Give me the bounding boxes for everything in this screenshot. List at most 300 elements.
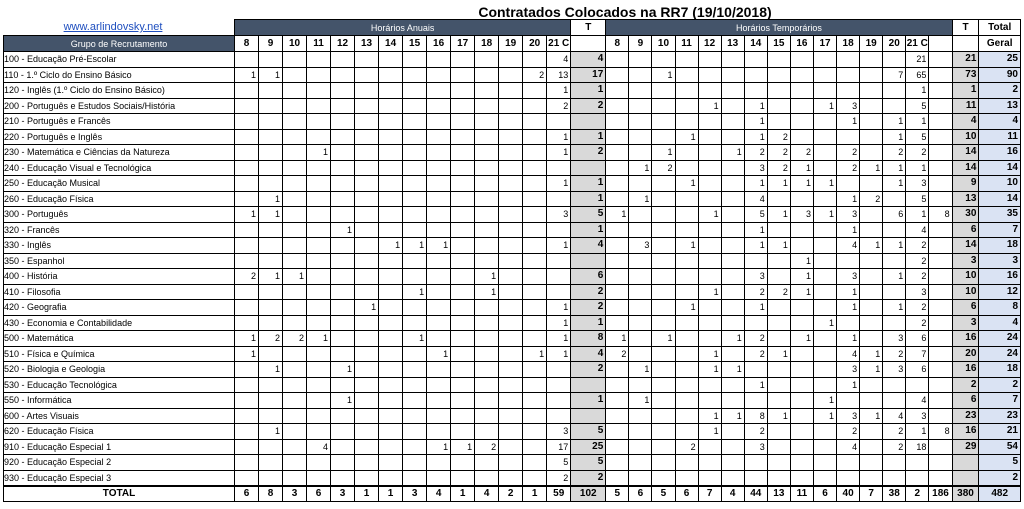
anuais-total-cell: 1 [571, 393, 606, 409]
anuais-value-cell [259, 98, 283, 114]
anuais-value-cell [379, 83, 403, 99]
temporarios-value-cell [606, 470, 629, 486]
anuais-value-cell [259, 160, 283, 176]
anuais-value-cell: 4 [307, 439, 331, 455]
anuais-value-cell [283, 377, 307, 393]
anuais-value-cell [379, 408, 403, 424]
anuais-value-cell [499, 408, 523, 424]
anuais-value-cell [451, 362, 475, 378]
temporarios-value-cell [675, 269, 698, 285]
temporarios-value-cell: 2 [606, 346, 629, 362]
temporarios-value-cell [767, 253, 790, 269]
temporarios-value-cell [860, 83, 883, 99]
anuais-value-cell [234, 424, 258, 440]
anuais-total-cell: 5 [571, 207, 606, 223]
temporarios-value-cell: 1 [629, 362, 652, 378]
anuais-value-cell [331, 129, 355, 145]
anuais-value-cell [355, 207, 379, 223]
anuais-value-cell [475, 191, 499, 207]
temporarios-value-cell: 1 [883, 269, 906, 285]
anuais-value-cell [379, 129, 403, 145]
anuais-value-cell [499, 331, 523, 347]
anuais-value-cell [307, 393, 331, 409]
anuais-value-cell [355, 52, 379, 68]
page-title: Contratados Colocados na RR7 (19/10/2018) [478, 4, 772, 20]
temporarios-value-cell [652, 284, 675, 300]
anuais-total-cell: 5 [571, 424, 606, 440]
anuais-value-cell: 1 [547, 83, 571, 99]
anuais-total-cell: 4 [571, 346, 606, 362]
anuais-value-cell [403, 176, 427, 192]
temporarios-value-cell: 2 [906, 315, 929, 331]
temporarios-value-cell [813, 114, 836, 130]
temporarios-value-cell: 2 [767, 129, 790, 145]
anuais-value-cell [259, 408, 283, 424]
anuais-value-cell [355, 377, 379, 393]
anuais-value-cell: 1 [547, 300, 571, 316]
anuais-value-cell [475, 424, 499, 440]
temporarios-value-cell [606, 315, 629, 331]
anuais-value-cell [427, 424, 451, 440]
anuais-value-cell [427, 284, 451, 300]
anuais-value-cell [355, 362, 379, 378]
anuais-value-cell [307, 191, 331, 207]
group-name-cell: 240 - Educação Visual e Tecnológica [4, 160, 235, 176]
anuais-value-cell [475, 129, 499, 145]
anuais-value-cell [379, 300, 403, 316]
temporarios-value-cell [721, 424, 744, 440]
temporarios-value-cell: 2 [837, 424, 860, 440]
anuais-value-cell: 1 [307, 145, 331, 161]
anuais-value-cell [427, 393, 451, 409]
temporarios-value-cell: 3 [837, 269, 860, 285]
temporarios-total-cell: 2 [952, 377, 979, 393]
temporarios-value-cell: 1 [629, 191, 652, 207]
anuais-value-cell [331, 98, 355, 114]
temporarios-value-cell: 1 [744, 176, 767, 192]
temporarios-value-cell: 2 [883, 145, 906, 161]
temporarios-value-cell: 5 [906, 191, 929, 207]
temporarios-value-cell: 1 [813, 98, 836, 114]
group-name-cell: 600 - Artes Visuais [4, 408, 235, 424]
temporarios-column-total: 6 [675, 486, 698, 502]
anuais-value-cell [307, 207, 331, 223]
temporarios-value-cell [721, 253, 744, 269]
temporarios-value-cell [629, 52, 652, 68]
temporarios-value-cell [652, 346, 675, 362]
temporarios-total-cell: 6 [952, 393, 979, 409]
anuais-t-header: T [571, 20, 606, 36]
grand-total-cell: 13 [979, 98, 1021, 114]
temporarios-value-cell: 1 [860, 160, 883, 176]
temporarios-value-cell [790, 52, 813, 68]
anuais-total-cell: 2 [571, 145, 606, 161]
temporarios-value-cell [606, 439, 629, 455]
temporarios-value-cell [837, 455, 860, 471]
temporarios-value-cell: 1 [790, 176, 813, 192]
temporarios-value-cell [698, 253, 721, 269]
anuais-value-cell [475, 67, 499, 83]
anuais-value-cell [259, 83, 283, 99]
temporarios-value-cell [767, 52, 790, 68]
anuais-total-cell: 1 [571, 315, 606, 331]
table-row [4, 331, 1021, 347]
temporarios-value-cell: 1 [860, 238, 883, 254]
anuais-value-cell [499, 315, 523, 331]
temporarios-value-cell [606, 238, 629, 254]
anuais-hour-header: 18 [475, 36, 499, 52]
temporarios-value-cell [606, 408, 629, 424]
anuais-value-cell [379, 114, 403, 130]
grand-total-cell: 18 [979, 362, 1021, 378]
temporarios-value-cell [721, 176, 744, 192]
anuais-total-cell: 4 [571, 238, 606, 254]
anuais-value-cell [547, 191, 571, 207]
grand-total-cell: 7 [979, 393, 1021, 409]
temporarios-value-cell: 1 [744, 129, 767, 145]
temporarios-value-cell [929, 114, 952, 130]
temporarios-value-cell [860, 377, 883, 393]
anuais-value-cell [403, 315, 427, 331]
anuais-value-cell [234, 284, 258, 300]
temporarios-total-cell: 14 [952, 238, 979, 254]
anuais-total-cell: 1 [571, 176, 606, 192]
anuais-total-cell [571, 114, 606, 130]
anuais-value-cell [451, 145, 475, 161]
temporarios-total-cell: 14 [952, 160, 979, 176]
anuais-total-cell: 4 [571, 52, 606, 68]
anuais-value-cell [427, 129, 451, 145]
anuais-value-cell [427, 145, 451, 161]
temporarios-column-total: 13 [767, 486, 790, 502]
temporarios-value-cell [929, 455, 952, 471]
anuais-value-cell: 1 [403, 284, 427, 300]
anuais-value-cell [427, 331, 451, 347]
anuais-value-cell [307, 176, 331, 192]
anuais-total-cell [571, 377, 606, 393]
temporarios-value-cell: 7 [883, 67, 906, 83]
temporarios-value-cell [767, 300, 790, 316]
grand-total-cell: 35 [979, 207, 1021, 223]
anuais-value-cell [403, 408, 427, 424]
temporarios-value-cell [652, 377, 675, 393]
anuais-value-cell: 13 [547, 67, 571, 83]
anuais-value-cell [451, 67, 475, 83]
temporarios-value-cell: 3 [629, 238, 652, 254]
temporarios-value-cell [652, 207, 675, 223]
temporarios-value-cell [860, 176, 883, 192]
anuais-value-cell [259, 315, 283, 331]
anuais-value-cell [499, 455, 523, 471]
temporarios-value-cell: 3 [837, 98, 860, 114]
anuais-hour-header: 21 C [547, 36, 571, 52]
anuais-value-cell [234, 300, 258, 316]
temporarios-value-cell [929, 160, 952, 176]
temporarios-value-cell [813, 160, 836, 176]
temporarios-column-total: 44 [744, 486, 767, 502]
anuais-value-cell [403, 377, 427, 393]
anuais-value-cell [283, 424, 307, 440]
grand-total-cell: 4 [979, 114, 1021, 130]
anuais-total-cell [571, 160, 606, 176]
anuais-hour-header: 20 [523, 36, 547, 52]
temporarios-value-cell [606, 160, 629, 176]
anuais-value-cell [379, 176, 403, 192]
anuais-value-cell [331, 300, 355, 316]
temporarios-value-cell: 1 [744, 238, 767, 254]
temporarios-value-cell: 2 [744, 346, 767, 362]
temporarios-value-cell [837, 52, 860, 68]
grand-total-cell: 11 [979, 129, 1021, 145]
anuais-value-cell [307, 284, 331, 300]
temporarios-value-cell [860, 145, 883, 161]
temporarios-value-cell [767, 269, 790, 285]
temporarios-value-cell [606, 284, 629, 300]
anuais-value-cell [523, 424, 547, 440]
temporarios-value-cell: 1 [837, 284, 860, 300]
anuais-value-cell [283, 67, 307, 83]
anuais-value-cell [307, 238, 331, 254]
anuais-value-cell [523, 238, 547, 254]
temporarios-value-cell [652, 238, 675, 254]
temporarios-value-cell: 3 [837, 362, 860, 378]
temporarios-value-cell [883, 455, 906, 471]
anuais-value-cell [523, 145, 547, 161]
temporarios-value-cell [675, 145, 698, 161]
temporarios-total-cell: 10 [952, 269, 979, 285]
temporarios-value-cell [860, 52, 883, 68]
anuais-column-total: 1 [355, 486, 379, 502]
anuais-value-cell: 4 [547, 52, 571, 68]
temporarios-value-cell [721, 238, 744, 254]
temporarios-value-cell: 1 [767, 408, 790, 424]
anuais-value-cell [475, 114, 499, 130]
anuais-value-cell [259, 129, 283, 145]
temporarios-total-cell: 20 [952, 346, 979, 362]
anuais-value-cell [379, 393, 403, 409]
temporarios-value-cell: 1 [837, 377, 860, 393]
temporarios-value-cell: 3 [906, 176, 929, 192]
anuais-value-cell: 17 [547, 439, 571, 455]
temporarios-value-cell [675, 253, 698, 269]
anuais-value-cell [475, 377, 499, 393]
anuais-value-cell [355, 315, 379, 331]
anuais-value-cell [331, 439, 355, 455]
anuais-value-cell [259, 238, 283, 254]
anuais-value-cell [259, 377, 283, 393]
temporarios-value-cell [652, 98, 675, 114]
anuais-value-cell [427, 191, 451, 207]
anuais-column-total: 2 [499, 486, 523, 502]
anuais-value-cell [499, 222, 523, 238]
temporarios-value-cell [860, 393, 883, 409]
group-name-cell: 550 - Informática [4, 393, 235, 409]
anuais-value-cell [331, 470, 355, 486]
anuais-value-cell [234, 129, 258, 145]
anuais-value-cell [499, 98, 523, 114]
group-name-cell: 620 - Educação Física [4, 424, 235, 440]
temporarios-value-cell: 2 [883, 346, 906, 362]
group-name-cell: 120 - Inglês (1.º Ciclo do Ensino Básico) [4, 83, 235, 99]
temporarios-value-cell: 1 [606, 331, 629, 347]
temporarios-total-cell: 9 [952, 176, 979, 192]
anuais-value-cell [331, 176, 355, 192]
anuais-value-cell: 3 [547, 207, 571, 223]
table-row [4, 408, 1021, 424]
temporarios-hour-header: 10 [652, 36, 675, 52]
table-row [4, 300, 1021, 316]
anuais-value-cell [523, 315, 547, 331]
temporarios-value-cell [813, 238, 836, 254]
temporarios-value-cell: 1 [837, 331, 860, 347]
anuais-value-cell [403, 424, 427, 440]
grand-total-cell: 2 [979, 83, 1021, 99]
temporarios-value-cell [675, 393, 698, 409]
anuais-value-cell [523, 331, 547, 347]
temporarios-value-cell [813, 362, 836, 378]
anuais-value-cell [307, 424, 331, 440]
grand-total-cell: 54 [979, 439, 1021, 455]
temporarios-value-cell [790, 393, 813, 409]
anuais-value-cell [499, 362, 523, 378]
temporarios-total-cell: 23 [952, 408, 979, 424]
temporarios-value-cell [813, 470, 836, 486]
anuais-value-cell [499, 393, 523, 409]
anuais-value-cell [499, 191, 523, 207]
anuais-value-cell [475, 52, 499, 68]
temporarios-value-cell [790, 114, 813, 130]
anuais-value-cell [403, 191, 427, 207]
temporarios-value-cell [698, 455, 721, 471]
temporarios-value-cell: 3 [837, 408, 860, 424]
temporarios-value-cell [883, 315, 906, 331]
temporarios-total-cell: 29 [952, 439, 979, 455]
temporarios-value-cell [698, 222, 721, 238]
temporarios-value-cell [606, 98, 629, 114]
temporarios-value-cell [883, 98, 906, 114]
anuais-value-cell: 2 [547, 98, 571, 114]
anuais-value-cell [331, 160, 355, 176]
anuais-value-cell: 2 [475, 439, 499, 455]
anuais-value-cell [499, 470, 523, 486]
anuais-value-cell [307, 470, 331, 486]
temporarios-value-cell: 2 [906, 300, 929, 316]
temporarios-value-cell [721, 470, 744, 486]
temporarios-value-cell: 2 [906, 145, 929, 161]
anuais-value-cell [283, 455, 307, 471]
anuais-value-cell [331, 145, 355, 161]
temporarios-value-cell [813, 145, 836, 161]
temporarios-value-cell [629, 424, 652, 440]
anuais-value-cell [234, 377, 258, 393]
temporarios-value-cell: 8 [929, 424, 952, 440]
temporarios-value-cell [698, 176, 721, 192]
anuais-value-cell [234, 52, 258, 68]
anuais-value-cell [283, 253, 307, 269]
anuais-value-cell [355, 424, 379, 440]
temporarios-value-cell: 1 [698, 98, 721, 114]
table-row [4, 160, 1021, 176]
anuais-value-cell [259, 470, 283, 486]
temporarios-value-cell: 1 [790, 269, 813, 285]
temporarios-value-cell [675, 408, 698, 424]
anuais-value-cell [283, 362, 307, 378]
anuais-value-cell [427, 207, 451, 223]
anuais-value-cell [523, 191, 547, 207]
temporarios-value-cell: 2 [906, 238, 929, 254]
temporarios-hour-header: 16 [790, 36, 813, 52]
anuais-value-cell [427, 83, 451, 99]
temporarios-value-cell [929, 300, 952, 316]
anuais-value-cell [427, 300, 451, 316]
anuais-value-cell [259, 222, 283, 238]
temporarios-value-cell [721, 67, 744, 83]
temporarios-hour-header: 19 [860, 36, 883, 52]
anuais-value-cell [355, 129, 379, 145]
temporarios-value-cell [883, 222, 906, 238]
anuais-value-cell [331, 377, 355, 393]
anuais-value-cell [331, 315, 355, 331]
temporarios-value-cell [929, 377, 952, 393]
temporarios-value-cell [767, 439, 790, 455]
temporarios-value-cell: 1 [675, 238, 698, 254]
anuais-value-cell: 1 [475, 269, 499, 285]
temporarios-value-cell [906, 377, 929, 393]
anuais-value-cell [427, 269, 451, 285]
temporarios-value-cell [929, 83, 952, 99]
header-row-2 [4, 36, 1021, 52]
temporarios-value-cell [929, 145, 952, 161]
anuais-total-cell: 2 [571, 284, 606, 300]
group-name-cell: 200 - Português e Estudos Sociais/História [4, 98, 235, 114]
temporarios-value-cell [721, 83, 744, 99]
temporarios-value-cell [883, 284, 906, 300]
temporarios-value-cell [652, 408, 675, 424]
anuais-total-cell: 2 [571, 470, 606, 486]
temporarios-value-cell [744, 253, 767, 269]
temporarios-value-cell [813, 52, 836, 68]
temporarios-total-cell: 3 [952, 315, 979, 331]
temporarios-value-cell [767, 424, 790, 440]
temporarios-value-cell [721, 439, 744, 455]
temporarios-value-cell [790, 470, 813, 486]
anuais-value-cell [234, 222, 258, 238]
temporarios-value-cell [813, 284, 836, 300]
anuais-value-cell [499, 176, 523, 192]
anuais-value-cell: 1 [547, 145, 571, 161]
total-header: Total [979, 20, 1021, 36]
temporarios-value-cell [698, 83, 721, 99]
anuais-value-cell [331, 455, 355, 471]
anuais-value-cell: 1 [547, 176, 571, 192]
group-name-cell: 110 - 1.º Ciclo do Ensino Básico [4, 67, 235, 83]
anuais-value-cell [331, 331, 355, 347]
temporarios-value-cell: 1 [698, 362, 721, 378]
grand-total-cell: 8 [979, 300, 1021, 316]
anuais-hour-header: 17 [451, 36, 475, 52]
group-name-cell: 330 - Inglês [4, 238, 235, 254]
temporarios-value-cell [790, 129, 813, 145]
anuais-value-cell [331, 284, 355, 300]
anuais-hour-header: 14 [379, 36, 403, 52]
anuais-value-cell [283, 470, 307, 486]
temporarios-value-cell [721, 207, 744, 223]
temporarios-value-cell: 2 [790, 145, 813, 161]
anuais-value-cell [451, 222, 475, 238]
temporarios-value-cell [790, 191, 813, 207]
website-link[interactable]: www.arlindovsky.net [63, 21, 163, 33]
anuais-value-cell [403, 98, 427, 114]
